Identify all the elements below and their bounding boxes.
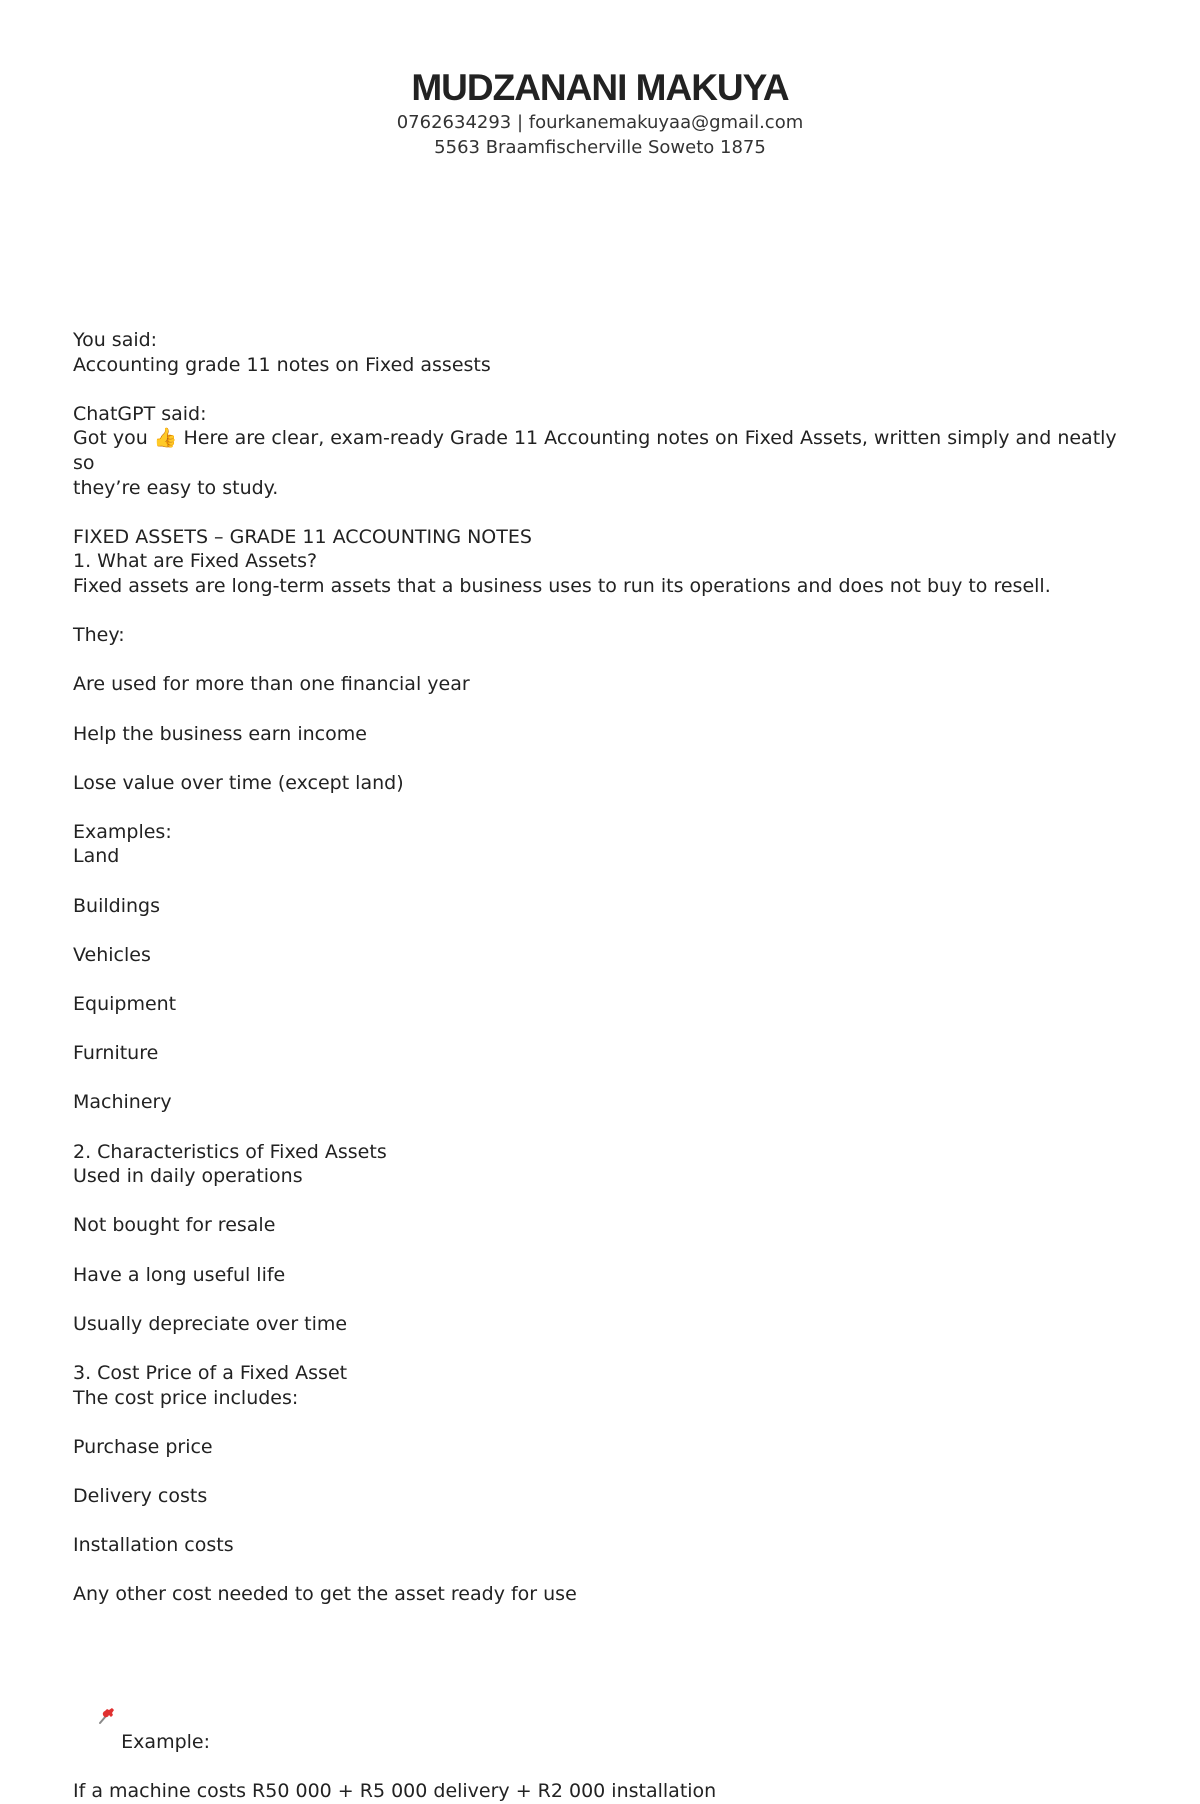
author-name: MUDZANANI MAKUYA [411, 67, 789, 108]
list-item: Lose value over time (except land) [73, 771, 404, 794]
list-item: Not bought for resale [73, 1214, 276, 1237]
list-item: Furniture [73, 1042, 159, 1065]
section-3-intro: The cost price includes: [73, 1386, 299, 1409]
you-said-label: You said: [73, 329, 158, 351]
section-1-definition: Fixed assets are long-term assets that a business uses to run its operations and does not buy to resell. [73, 574, 1051, 597]
list-item: Usually depreciate over time [73, 1312, 348, 1335]
list-item: Equipment [73, 993, 177, 1016]
list-item: Machinery [73, 1091, 172, 1114]
example-label: Example: [121, 1730, 211, 1753]
list-item: Buildings [73, 894, 160, 917]
list-item: Used in daily operations [73, 1165, 303, 1188]
list-item: Land [73, 845, 120, 868]
they-label: They: [73, 624, 125, 647]
intro-line-2: they’re easy to study. [73, 476, 279, 499]
list-item: Have a long useful life [73, 1263, 286, 1286]
list-item: Purchase price [73, 1435, 213, 1458]
intro-line-1: Got you 👍 Here are clear, exam-ready Grade 11 Accounting notes on Fixed Assets, written simply and neatly so [73, 427, 1123, 474]
list-item: Any other cost needed to get the asset ready for use [73, 1583, 577, 1606]
chatgpt-label: ChatGPT said: [73, 402, 207, 425]
list-item: Vehicles [73, 943, 151, 966]
example-text: If a machine costs R50 000 + R5 000 delivery + R2 000 installation [73, 1780, 717, 1803]
example-line [73, 1631, 1133, 1779]
contact-info: 0762634293 | fourkanemakuyaa@gmail.com [396, 112, 804, 133]
list-item: Delivery costs [73, 1484, 208, 1507]
examples-label: Examples: [73, 820, 172, 843]
list-item: Installation costs [73, 1534, 234, 1557]
you-said-text: Accounting grade 11 notes on Fixed assests [73, 353, 491, 376]
list-item: Are used for more than one financial year [73, 673, 470, 696]
address: 5563 Braamfischerville Soweto 1875 [434, 137, 766, 158]
document-body [73, 328, 1133, 1804]
section-1-heading: 1. What are Fixed Assets? [73, 550, 318, 573]
notes-title: FIXED ASSETS – GRADE 11 ACCOUNTING NOTES [73, 525, 532, 548]
document-header [0, 66, 1200, 160]
section-2-heading: 2. Characteristics of Fixed Assets [73, 1140, 387, 1163]
list-item: Help the business earn income [73, 722, 367, 745]
section-3-heading: 3. Cost Price of a Fixed Asset [73, 1361, 348, 1384]
pushpin-icon [97, 1656, 117, 1676]
